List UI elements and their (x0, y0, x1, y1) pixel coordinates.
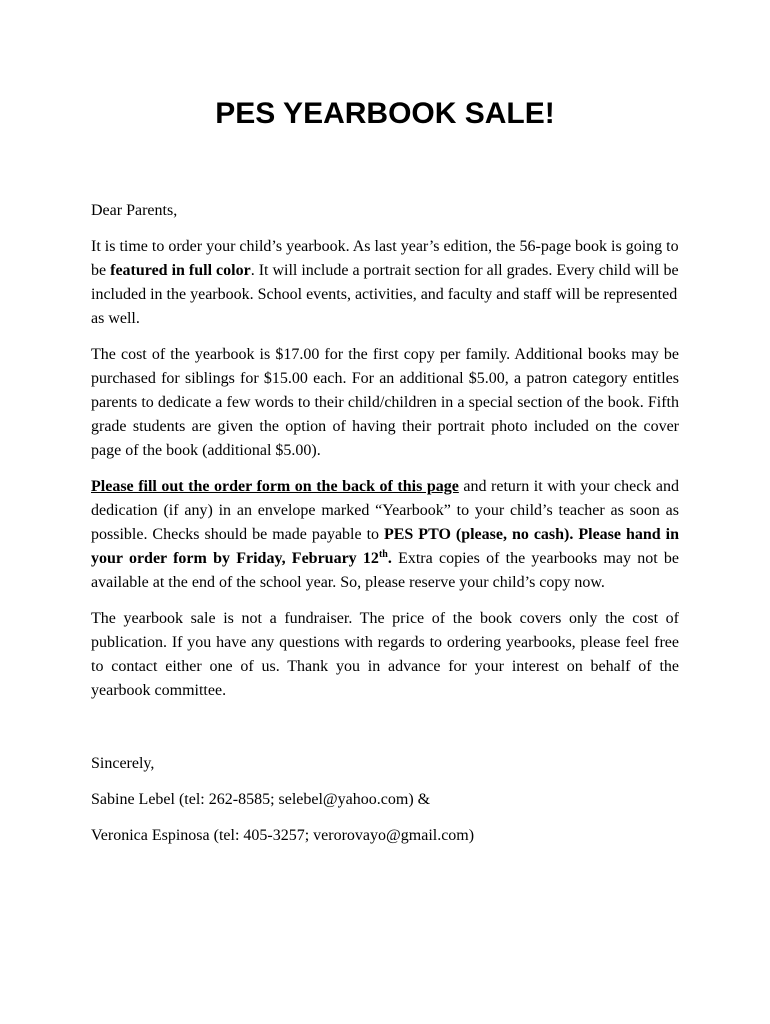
signature-sabine-lebel: Sabine Lebel (tel: 262-8585; selebel@yahoo.com) & (91, 791, 431, 808)
order-instructions-text: and return it with your check and dedication (if any) in an envelope marked “Yearbook” to your child’s teacher as soon as possible. Checks should be made payable to (91, 478, 680, 543)
paragraph-not-fundraiser: The yearbook sale is not a fundraiser. The price of the book covers only the cost of publication. If you have any questions with regards to ordering yearbooks, please feel free to contact either one of us. Thank you in advance for your interest on behalf of the yearbook committee. (91, 610, 679, 699)
closing: Sincerely, (91, 755, 155, 772)
order-form-instruction (91, 478, 459, 495)
paragraph-intro (91, 235, 679, 331)
paragraph-intro-text-end: . It will include a portrait section for all grades. Every child will be included in the yearbook. School events, activities, and faculty and staff will be represented as well. (91, 262, 679, 327)
deadline-period: . (387, 550, 392, 567)
paragraph-intro-text: It is time to order your child’s yearbook. As last year’s edition, the 56-page book is going to be (91, 238, 679, 279)
signature-veronica-espinosa: Veronica Espinosa (tel: 405-3257; verorovayo@gmail.com) (91, 827, 475, 844)
paragraph-order-instructions (91, 475, 679, 595)
payment-deadline-emphasis: PES PTO (please, no cash). Please hand in your order form by Friday, February 12 (91, 526, 679, 567)
deadline-ordinal-suffix: th (378, 549, 388, 560)
featured-in-color-emphasis: featured in full color (110, 262, 251, 279)
order-instructions-text-end: Extra copies of the yearbooks may not be available at the end of the school year. So, please reserve your child’s copy now. (91, 550, 680, 591)
paragraph-cost: The cost of the yearbook is $17.00 for the first copy per family. Additional books may be purchased for siblings for $15.00 each. For an additional $5.00, a patron category entitles parents to dedicate a few words to their child/children in a special section of the book. Fifth grade students are given the option of having their portrait photo included on the cover page of the book (additional $5.00). (91, 346, 679, 459)
deadline-ordinal (379, 550, 388, 567)
order-form-instruction-text: Please fill out the order form on the back of this page (91, 478, 459, 495)
salutation: Dear Parents, (91, 202, 178, 219)
page-title: PES YEARBOOK SALE! (215, 97, 555, 130)
